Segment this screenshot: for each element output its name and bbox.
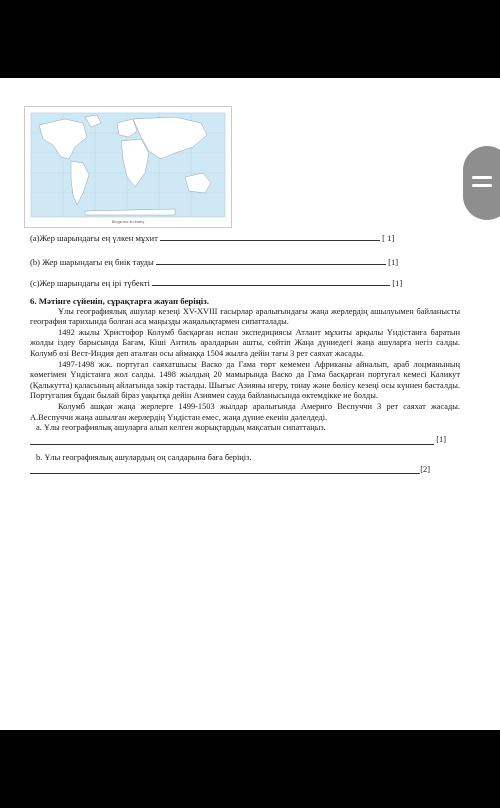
- map-caption: Blogs/ms-fin.ktaby: [111, 219, 145, 224]
- answer-line[interactable]: [156, 263, 386, 265]
- score-mark: [1]: [392, 278, 403, 288]
- score-mark: [1]: [388, 257, 399, 267]
- task-6: [30, 296, 460, 476]
- question-b: b. Ұлы географиялық ашулардың оң салдарына баға беріңіз.: [36, 452, 252, 462]
- menu-button[interactable]: [463, 146, 500, 220]
- score-mark: [ 1]: [382, 233, 395, 243]
- score-mark: [1]: [436, 435, 446, 445]
- question-largest-peninsula: [30, 278, 402, 288]
- task-6-heading: 6. Мәтінге сүйеніп, сұрақтарға жауап беріңіз.: [30, 296, 209, 306]
- answer-line[interactable]: [152, 284, 390, 286]
- text-paragraph: 1492 жылы Христофор Колумб басқарған испан экспедициясы Атлант мұхиты арқылы Үндістанға баратын жолды іздеу барысында Багам, Кіші Антиль аралдарын ашты, сөйтіп Жаңа дүниедегі жаңа ашуларға негіз салды. Колумб өзі Вест-Индия деп аталған осы аймаққа 1504 жылға дейін тағы 3 рет саяхат жасады.: [30, 327, 460, 358]
- question-label: (a)Жер шарындағы ең үлкен мұхит: [30, 233, 158, 243]
- score-mark: [2]: [420, 464, 430, 474]
- text-paragraph: Колумб ашқан жаңа жерлерге 1499-1503 жылдар аралығында Америго Веспуччи 3 рет саяхат жасады. А.Веспуччи жаңа ашылған жерлердің Үндістан емес, жаңа дүние екенін дәлелдеді.: [30, 401, 460, 422]
- text-paragraph: Ұлы географиялық ашулар кезеңі XV-XVIII ғасырлар аралығындағы жаңа жерлердің ашылуымен байланысты география тарихында болған аса маңызды жаңалықтармен сипатталады.: [30, 306, 460, 327]
- answer-line-b[interactable]: [30, 464, 460, 476]
- question-a: a. Ұлы географиялық ашуларға алып келген жорықтардың мақсатын сипаттаңыз.: [36, 423, 326, 433]
- answer-line[interactable]: [160, 239, 380, 241]
- question-highest-mountain: [30, 257, 398, 267]
- menu-icon: [472, 176, 492, 179]
- question-label: (c)Жер шарындағы ең ірі түбекті: [30, 278, 150, 288]
- question-largest-ocean: [30, 233, 394, 243]
- menu-icon-bar: [472, 184, 492, 187]
- world-map: [24, 106, 232, 228]
- world-map-graphic: [25, 107, 231, 227]
- question-label: (b) Жер шарындағы ең биік тауды: [30, 257, 154, 267]
- worksheet-page: [0, 78, 500, 730]
- text-paragraph: 1497-1498 жж. португал саяхатшысы Васко да Гама төрт кемемен Африканы айналып, араб лоцманының көмегімен Үндістанға жол салды. 1498 жылдың 20 мамырында Васко да Гама басқарған португал кемесі Каликут (Қалькутта) қаласының айлағында зәкір тастады. Шығыс Азияны игеру, тонау және бөлісу кезеңі осы күннен басталды. Португалия бұдан былай біраз уақытқа дейін Азиямен сауда байланысында өктемдікке ие болды.: [30, 359, 460, 401]
- answer-line-a[interactable]: [30, 435, 460, 447]
